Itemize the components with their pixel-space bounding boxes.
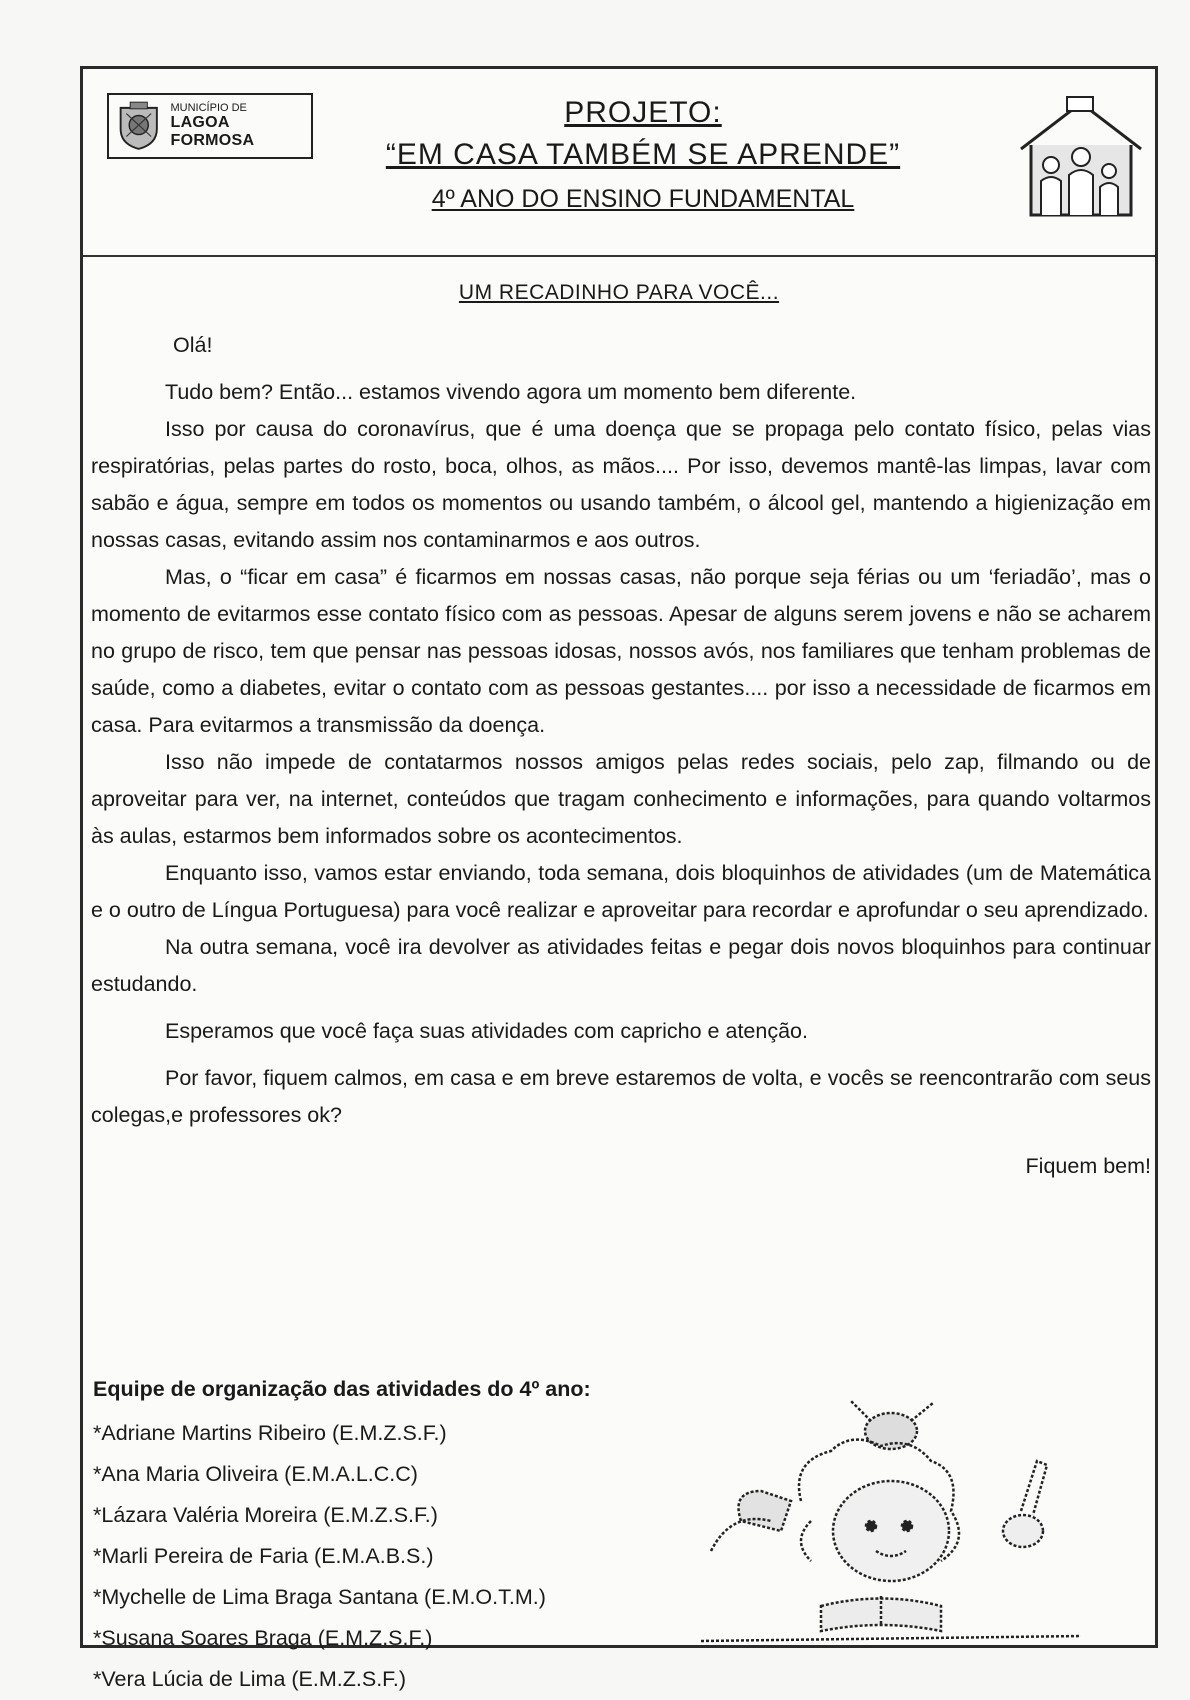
greeting: Olá!: [173, 333, 213, 357]
team-member: *Lázara Valéria Moreira (E.M.Z.S.F.): [93, 1503, 438, 1527]
team-member: *Mychelle de Lima Braga Santana (E.M.O.T.M.): [93, 1585, 546, 1609]
page-frame: [80, 66, 1158, 1691]
paragraph: Isso não impede de contatarmos nossos amigos pelas redes sociais, pelo zap, filmando ou de aproveitar para ver, na internet, conteúdos que tragam conhecimento e informações, para quando voltarmos às aulas, estarmos bem informados sobre os acontecimentos.: [91, 750, 1151, 848]
coat-of-arms-icon: [113, 99, 165, 153]
child-reading-illustration: [671, 1391, 1091, 1651]
letter-body: [91, 327, 1151, 1185]
team-section: [93, 1369, 693, 1700]
team-member: *Ana Maria Oliveira (E.M.A.L.C.C): [93, 1462, 418, 1486]
logo-name: LAGOA FORMOSA: [170, 114, 255, 150]
team-member: *Adriane Martins Ribeiro (E.M.Z.S.F.): [93, 1421, 447, 1445]
paragraph: Por favor, fiquem calmos, em casa e em breve estaremos de volta, e vocês se reencontrarão com seus colegas,e professores ok?: [91, 1066, 1151, 1127]
team-heading: Equipe de organização das atividades do 4º ano:: [93, 1377, 591, 1401]
paragraph: Isso por causa do coronavírus, que é uma doença que se propaga pelo contato físico, pelas vias respiratórias, pelas partes do rosto, boca, olhos, as mãos.... Por isso, devemos mantê-las limpas, lavar com sabão e água, sempre em todos os momentos ou usando também, o álcool gel, mantendo a higienização em nossas casas, evitando assim nos contaminarmos e aos outros.: [91, 417, 1151, 552]
paragraph: Enquanto isso, vamos estar enviando, toda semana, dois bloquinhos de atividades (um de Matemática e o outro de Língua Portuguesa) para você realizar e aproveitar para recordar e aprofundar o seu aprendizado.: [91, 861, 1151, 922]
paragraph: Na outra semana, você ira devolver as atividades feitas e pegar dois novos bloquinhos para continuar estudando.: [91, 935, 1151, 996]
project-label: PROJETO:: [564, 96, 722, 129]
logo-subtitle: MUNICÍPIO DE: [170, 102, 247, 115]
team-list: [93, 1413, 693, 1700]
team-member: *Marli Pereira de Faria (E.M.A.B.S.): [93, 1544, 434, 1568]
team-member: *Vera Lúcia de Lima (E.M.Z.S.F.): [93, 1667, 407, 1691]
paragraph: Mas, o “ficar em casa” é ficarmos em nossas casas, não porque seja férias ou um ‘feriadão’, mas o momento de evitarmos esse contato físico com as pessoas. Apesar de alguns serem jovens e não se acharem no grupo de risco, tem que pensar nas pessoas idosas, nossos avós, nos familiares que tenham problemas de saúde, como a diabetes, evitar o contato com as pessoas gestantes.... por isso a necessidade de ficarmos em casa. Para evitarmos a transmissão da doença.: [91, 565, 1151, 737]
signoff: Fiquem bem!: [1025, 1154, 1151, 1178]
paragraph: Tudo bem? Então... estamos vivendo agora um momento bem diferente.: [165, 380, 857, 404]
section-heading: UM RECADINHO PARA VOCÊ...: [458, 281, 780, 304]
team-member: *Susana Soares Braga (E.M.Z.S.F.): [93, 1626, 433, 1650]
paragraph: Esperamos que você faça suas atividades com capricho e atenção.: [165, 1019, 808, 1043]
title-block: [333, 93, 953, 219]
family-house-icon: [1015, 91, 1147, 223]
project-title: “EM CASA TAMBÉM SE APRENDE”: [385, 138, 901, 171]
grade-title: 4º ANO DO ENSINO FUNDAMENTAL: [431, 185, 855, 213]
municipality-logo: [107, 93, 313, 159]
header: [83, 69, 1155, 257]
